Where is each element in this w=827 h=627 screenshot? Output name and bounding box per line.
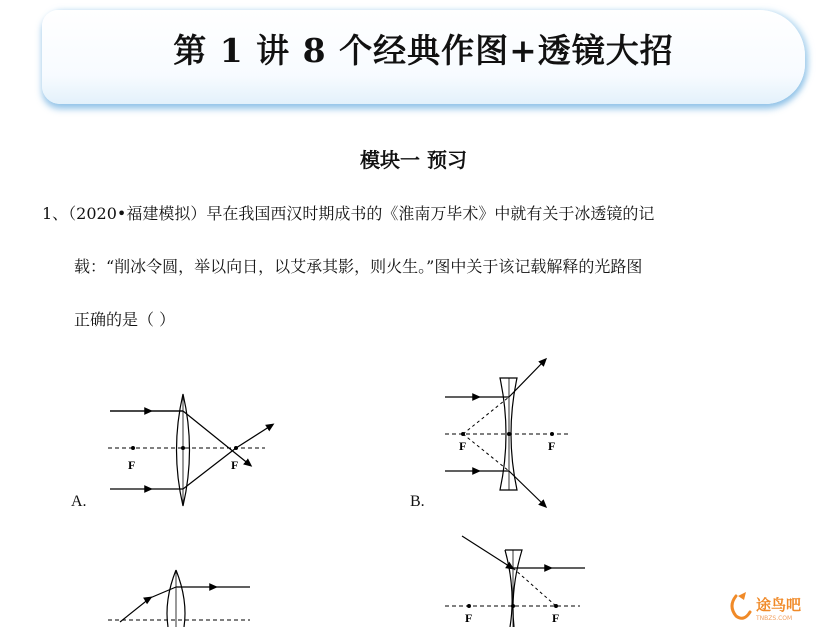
focal-label-d-left: F [465,611,473,625]
option-a-label: A. [71,493,87,510]
question-line-3: 正确的是（ ） [74,310,176,329]
bird-head-icon [738,592,746,600]
optical-center-d [511,604,515,608]
virtual-ray-d [513,568,556,606]
diagram-b [445,360,570,506]
convex-lens-c-left [167,570,176,627]
focal-label-b-right: F [548,439,556,453]
question-line-1: 1、（2020•福建模拟）早在我国西汉时期成书的《淮南万毕术》中就有关于冰透镜的记 [42,204,655,223]
ray-d-in [462,536,512,568]
focal-label-d-right: F [552,611,560,625]
watermark-logo [726,588,822,624]
focal-dot-a-left [131,446,135,450]
focal-label-b-left: F [459,439,467,453]
virtual-ray-b-bottom [463,434,509,471]
module-title: 模块一 预习 [360,148,467,172]
ray-a-top-out [183,411,250,465]
focal-dot-d-left [467,604,471,608]
focal-label-a-left: F [128,458,136,472]
convex-lens-c-right [176,570,185,627]
optical-center-a [181,446,185,450]
focal-dot-b-right [550,432,554,436]
lesson-title: 第 1 讲 8 个经典作图+透镜大招 [173,31,674,70]
watermark-text: 途鸟吧 [756,596,802,614]
ray-b-bottom-out [509,471,545,506]
focal-dot-d-right [554,604,558,608]
bird-icon [732,596,750,618]
ray-a-bottom-out-2 [236,425,272,448]
watermark-sub: TNBZS.COM [756,615,793,622]
focal-dot-b-left [461,432,465,436]
option-b-label: B. [410,493,425,510]
focal-label-a-right: F [231,458,239,472]
diagram-a [108,394,272,506]
focal-dot-a-right [234,446,238,450]
virtual-ray-b-top [463,397,509,434]
diagram-d [445,536,585,627]
optical-center-b [507,432,511,436]
ray-a-bottom-out-1 [183,448,239,489]
concave-lens-d-left [505,550,512,627]
diagram-c [108,570,250,627]
question-line-2: 载：“削冰令圆，举以向日，以艾承其影，则火生。”图中关于该记载解释的光路图 [74,257,643,276]
